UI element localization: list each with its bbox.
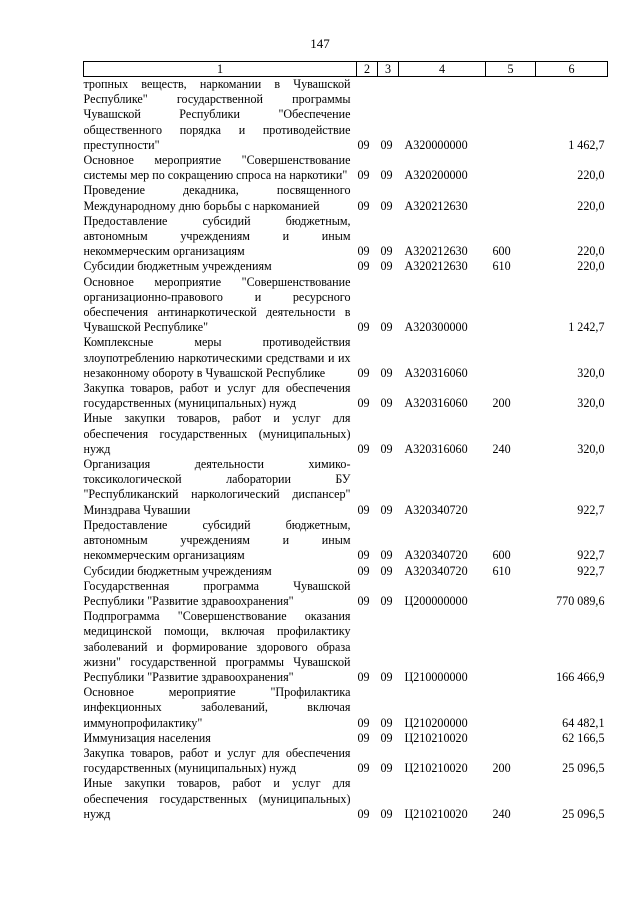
- header-col-4: 4: [399, 62, 486, 77]
- table-row: [84, 183, 608, 213]
- row-subsection: 09: [380, 715, 393, 730]
- row-section: 09: [357, 563, 370, 578]
- row-target-code: Ц210210020: [404, 730, 468, 745]
- row-amount: 25 096,5: [562, 806, 605, 821]
- budget-table: [83, 61, 608, 822]
- row-expense-type: [486, 335, 536, 381]
- row-amount: 1 242,7: [568, 320, 605, 335]
- row-amount: 770 089,6: [556, 593, 605, 608]
- row-target-code: А320300000: [404, 320, 468, 335]
- row-expense-type: [486, 609, 536, 685]
- row-section: 09: [357, 502, 370, 517]
- row-section: 09: [357, 168, 370, 183]
- table-body: [84, 77, 608, 822]
- table-row: [84, 411, 608, 457]
- row-subsection: 09: [380, 259, 393, 274]
- row-amount: 220,0: [577, 244, 605, 259]
- row-name: Субсидии бюджетным учреждениям: [83, 259, 272, 274]
- row-subsection: 09: [380, 168, 393, 183]
- row-subsection: 09: [380, 593, 393, 608]
- table-header: [84, 62, 608, 77]
- row-name: Иные закупки товаров, работ и услуг для обеспечения государственных (муниципальных) нужд: [83, 411, 351, 456]
- row-subsection: 09: [380, 730, 393, 745]
- header-col-3: 3: [378, 62, 399, 77]
- row-target-code: Ц210210020: [404, 761, 468, 776]
- row-expense-type: [486, 579, 536, 609]
- row-name: Предоставление субсидий бюджетным, автономным учреждениям и иным некоммерческим организациям: [83, 517, 351, 563]
- row-amount: 25 096,5: [562, 761, 605, 776]
- row-amount: 220,0: [577, 198, 605, 213]
- row-section: 09: [357, 806, 370, 821]
- table-row: [84, 731, 608, 746]
- row-section: 09: [357, 259, 370, 274]
- row-target-code: А320316060: [404, 365, 468, 380]
- row-section: 09: [357, 715, 370, 730]
- table-row: [84, 153, 608, 183]
- row-amount: 220,0: [577, 168, 605, 183]
- header-col-2: 2: [357, 62, 378, 77]
- row-subsection: 09: [380, 320, 393, 335]
- row-amount: 922,7: [577, 502, 605, 517]
- row-name: Иные закупки товаров, работ и услуг для обеспечения государственных (муниципальных) нужд: [83, 776, 351, 821]
- row-subsection: 09: [380, 441, 393, 456]
- table-row: [84, 776, 608, 822]
- row-target-code: А320316060: [404, 396, 468, 411]
- row-expense-type: [486, 685, 536, 731]
- table-row: [84, 685, 608, 731]
- row-subsection: 09: [380, 244, 393, 259]
- row-target-code: Ц210000000: [404, 669, 468, 684]
- table-row: [84, 564, 608, 579]
- row-expense-type: [486, 275, 536, 336]
- table-row: [84, 381, 608, 411]
- row-amount: 320,0: [577, 365, 605, 380]
- row-expense-type: 610: [492, 259, 511, 274]
- row-subsection: 09: [380, 669, 393, 684]
- row-section: 09: [357, 137, 370, 152]
- row-amount: 1 462,7: [568, 137, 605, 152]
- row-subsection: 09: [380, 548, 393, 563]
- header-col-1: 1: [84, 62, 357, 77]
- row-expense-type: 600: [492, 244, 511, 259]
- row-amount: 62 166,5: [562, 730, 605, 745]
- row-expense-type: [486, 153, 536, 183]
- row-target-code: Ц200000000: [404, 593, 468, 608]
- row-section: 09: [357, 441, 370, 456]
- header-col-6: 6: [536, 62, 608, 77]
- row-section: 09: [357, 244, 370, 259]
- row-section: 09: [357, 548, 370, 563]
- row-name: тропных веществ, наркомании в Чувашской Республике" государственной программы Чувашской Республики "Обеспечение общественного порядка и противодействие преступности": [83, 77, 351, 152]
- row-subsection: 09: [380, 396, 393, 411]
- row-expense-type: [486, 77, 536, 154]
- table-row: [84, 518, 608, 564]
- row-target-code: А320212630: [404, 244, 468, 259]
- table-row: [84, 335, 608, 381]
- row-amount: 320,0: [577, 396, 605, 411]
- row-name: Подпрограмма "Совершенствование оказания медицинской помощи, включая профилактику заболеваний и формирование здорового образа жизни" государственной программы Чувашской Республики "Развитие здравоохранения": [83, 609, 351, 684]
- row-amount: 320,0: [577, 441, 605, 456]
- row-name: Проведение декадника, посвященного Международному дню борьбы с наркоманией: [83, 183, 351, 213]
- row-name: Основное мероприятие "Профилактика инфекционных заболеваний, включая иммунопрофилактику": [83, 685, 351, 730]
- row-section: 09: [357, 730, 370, 745]
- row-target-code: Ц210210020: [404, 806, 468, 821]
- row-name: Закупка товаров, работ и услуг для обеспечения государственных (муниципальных) нужд: [83, 745, 351, 776]
- row-target-code: А320212630: [404, 259, 468, 274]
- row-expense-type: 240: [492, 441, 511, 456]
- row-name: Закупка товаров, работ и услуг для обеспечения государственных (муниципальных) нужд: [83, 381, 351, 411]
- header-row: [84, 62, 608, 77]
- row-section: 09: [357, 593, 370, 608]
- row-subsection: 09: [380, 563, 393, 578]
- row-amount: 220,0: [577, 259, 605, 274]
- row-name: Комплексные меры противодействия злоупотреблению наркотическими средствами и их незаконному обороту в Чувашской Республике: [83, 335, 351, 380]
- row-section: 09: [357, 396, 370, 411]
- row-target-code: А320340720: [404, 548, 468, 563]
- table-row: [84, 746, 608, 776]
- row-name: Государственная программа Чувашской Республики "Развитие здравоохранения": [83, 578, 351, 608]
- row-expense-type: 610: [492, 563, 511, 578]
- row-target-code: А320000000: [404, 137, 468, 152]
- row-section: 09: [357, 365, 370, 380]
- row-expense-type: 240: [492, 806, 511, 821]
- table-row: [84, 77, 608, 154]
- row-target-code: А320212630: [404, 198, 468, 213]
- table-row: [84, 579, 608, 609]
- row-amount: 166 466,9: [556, 669, 605, 684]
- row-target-code: А320340720: [404, 502, 468, 517]
- row-subsection: 09: [380, 806, 393, 821]
- table-row: [84, 214, 608, 260]
- page-number: 147: [310, 36, 330, 51]
- row-target-code: А320200000: [404, 168, 468, 183]
- header-col-5: 5: [486, 62, 536, 77]
- row-amount: 64 482,1: [562, 715, 605, 730]
- table-row: [84, 259, 608, 274]
- row-section: 09: [357, 761, 370, 776]
- row-section: 09: [357, 320, 370, 335]
- row-section: 09: [357, 669, 370, 684]
- table-row: [84, 275, 608, 336]
- row-name: Предоставление субсидий бюджетным, автономным учреждениям и иным некоммерческим организациям: [83, 213, 351, 259]
- row-name: Организация деятельности химико-токсикологической лаборатории БУ "Республиканский наркологический диспансер" Минздрава Чувашии: [83, 457, 351, 517]
- row-expense-type: 200: [492, 761, 511, 776]
- row-target-code: Ц210200000: [404, 715, 468, 730]
- row-amount: 922,7: [577, 548, 605, 563]
- row-name: Основное мероприятие "Совершенствование системы мер по сокращению спроса на наркотики": [83, 153, 351, 183]
- row-expense-type: [486, 183, 536, 213]
- row-section: 09: [357, 198, 370, 213]
- table-row: [84, 457, 608, 518]
- row-name: Иммунизация населения: [83, 730, 211, 745]
- row-subsection: 09: [380, 365, 393, 380]
- row-expense-type: [486, 457, 536, 518]
- row-name: Основное мероприятие "Совершенствование организационно-правового и ресурсного обеспечения антинаркотической деятельности в Чувашской Республике": [83, 274, 351, 335]
- row-amount: 922,7: [577, 563, 605, 578]
- row-expense-type: 600: [492, 548, 511, 563]
- row-subsection: 09: [380, 198, 393, 213]
- row-target-code: А320340720: [404, 563, 468, 578]
- row-subsection: 09: [380, 137, 393, 152]
- row-name: Субсидии бюджетным учреждениям: [83, 563, 272, 578]
- row-expense-type: [486, 731, 536, 746]
- row-subsection: 09: [380, 502, 393, 517]
- row-subsection: 09: [380, 761, 393, 776]
- table-row: [84, 609, 608, 685]
- row-expense-type: 200: [492, 396, 511, 411]
- row-target-code: А320316060: [404, 441, 468, 456]
